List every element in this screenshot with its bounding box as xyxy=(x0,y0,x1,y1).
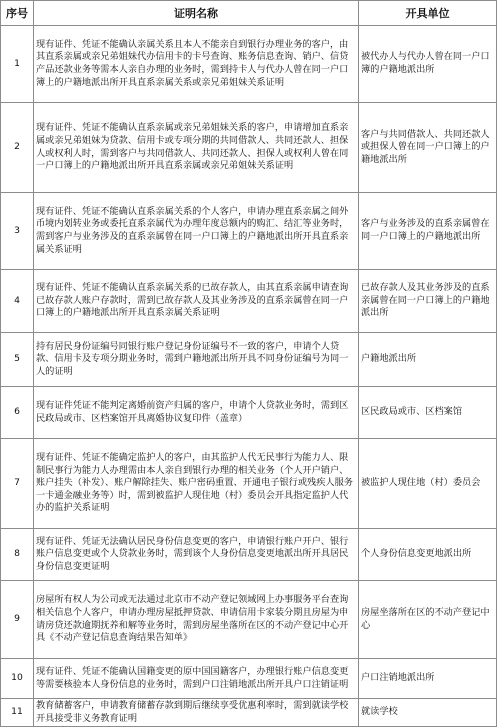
row-unit: 客户与共同借款人、共同还款人或担保人曾在同一户口簿上的户籍地派出所 xyxy=(359,103,497,193)
table-row xyxy=(1,439,497,529)
row-name: 房屋所有权人为公司或无法通过北京市不动产登记领域网上办事服务平台查询相关信息个人客户，申请办理房屋抵押贷款、申请信用卡家装分期且房屋为申请房贷还款逾期抚养和解等业务时，需到房屋坐落所在区的不动产登记中心开具《不动产登记信息查询结果告知单》 xyxy=(34,581,359,659)
table-row xyxy=(1,581,497,659)
row-no: 8 xyxy=(1,529,34,581)
table-row xyxy=(1,193,497,270)
row-no: 6 xyxy=(1,387,34,439)
row-no: 3 xyxy=(1,193,34,270)
row-name: 现有证件凭证不能判定离婚前资产归属的客户，申请个人贷款业务时，需到区民政局或市、区档案馆开具离婚协议复印件（盖章） xyxy=(34,387,359,439)
table-row xyxy=(1,103,497,193)
row-unit: 被代办人与代办人曾在同一户口簿的户籍地派出所 xyxy=(359,26,497,103)
table-row xyxy=(1,659,497,699)
row-unit: 已故存款人及其业务涉及的直系亲属曾在同一户口簿上的户籍地派出所 xyxy=(359,270,497,333)
row-name: 现有证件、凭证无法确认居民身份信息变更的客户，申请银行账户开户、银行账户信息变更或个人贷款业务时，需到该个人身份信息变更地派出所开具居民身份信息变更证明 xyxy=(34,529,359,581)
row-unit: 个人身份信息变更地派出所 xyxy=(359,529,497,581)
row-unit: 客户与业务涉及的直系亲属曾在同一户口簿上的户籍地派出所 xyxy=(359,193,497,270)
row-no: 7 xyxy=(1,439,34,529)
table-row xyxy=(1,529,497,581)
table-row xyxy=(1,699,497,727)
row-name: 现有证件、凭证不能确认直系亲属关系的个人客户，申请办理直系亲属之间外币境内划转业务或委托直系亲属代为办理年度总额内的购汇、结汇等业务时，需到客户与业务涉及的直系亲属曾在同一户口簿上的户籍地派出所开具直系亲属关系证明 xyxy=(34,193,359,270)
row-no: 4 xyxy=(1,270,34,333)
row-unit: 被监护人现住地（村）委员会 xyxy=(359,439,497,529)
row-name: 现有证件、凭证不能确认国籍变更的原中国国籍客户，办理银行账户信息变更等需要核验本人身份信息的业务时，需到户口注销地派出所开具户口注销证明 xyxy=(34,659,359,699)
row-unit: 区民政局或市、区档案馆 xyxy=(359,387,497,439)
row-name: 现有证件、凭证不能确定监护人的客户，由其监护人代无民事行为能力人、限制民事行为能力人办理需由本人亲自到银行办理的相关业务（个人开户销户、账户挂失（补发）、账户解除挂失、账户密码重置、开通电子银行或残疾人服务一卡通金融业务等）时，需到被监护人现住地（村）委员会开具指定监护人代办的监护关系证明 xyxy=(34,439,359,529)
table-header-row xyxy=(1,1,497,26)
table-row xyxy=(1,333,497,387)
header-name: 证明名称 xyxy=(34,1,359,26)
row-name: 现有证件、凭证不能确认直系亲属关系的已故存款人，由其直系亲属申请查询已故存款人账户存款时，需到已故存款人及其业务涉及的直系亲属曾在同一户口簿上的户籍地派出所开具直系亲属关系证明 xyxy=(34,270,359,333)
row-no: 10 xyxy=(1,659,34,699)
row-no: 5 xyxy=(1,333,34,387)
row-no: 11 xyxy=(1,699,34,727)
row-unit: 就读学校 xyxy=(359,699,497,727)
row-unit: 户口注销地派出所 xyxy=(359,659,497,699)
row-name: 持有居民身份证编号同银行账户登记身份证编号不一致的客户，申请个人贷款、信用卡及专项分期业务时，需到户籍地派出所开具不同身份证编号为同一人的证明 xyxy=(34,333,359,387)
row-name: 教育储蓄客户，申请教育储蓄存款到期后继续享受优惠利率时，需到就读学校开具接受非义务教育证明 xyxy=(34,699,359,727)
row-unit: 房屋坐落所在区的不动产登记中心 xyxy=(359,581,497,659)
row-name: 现有证件、凭证不能确认直系亲属或亲兄弟姐妹关系的客户，申请增加直系亲属或亲兄弟姐妹为贷款、信用卡或专项分期的共同借款人、共同还款人、担保人或权利人时，需到客户与共同借款人、共同还款人、担保人或权利人曾在同一户口簿上的户籍地派出所开具直系亲属或亲兄弟姐妹关系证明 xyxy=(34,103,359,193)
row-no: 9 xyxy=(1,581,34,659)
row-no: 1 xyxy=(1,26,34,103)
row-name: 现有证件、凭证不能确认亲属关系且本人不能亲自到银行办理业务的客户，由其直系亲属或亲兄弟姐妹代办信用卡的卡号查询、账务信息查询、销户、信贷产品还款业务等需本人亲自办理的业务时，需到持卡人与代办人曾在同一户口簿上的户籍地派出所开具直系亲属关系或亲兄弟姐妹关系证明 xyxy=(34,26,359,103)
table-row xyxy=(1,270,497,333)
row-unit: 户籍地派出所 xyxy=(359,333,497,387)
table-row xyxy=(1,26,497,103)
header-unit: 开具单位 xyxy=(359,1,497,26)
table-row xyxy=(1,387,497,439)
header-no: 序号 xyxy=(1,1,34,26)
row-no: 2 xyxy=(1,103,34,193)
